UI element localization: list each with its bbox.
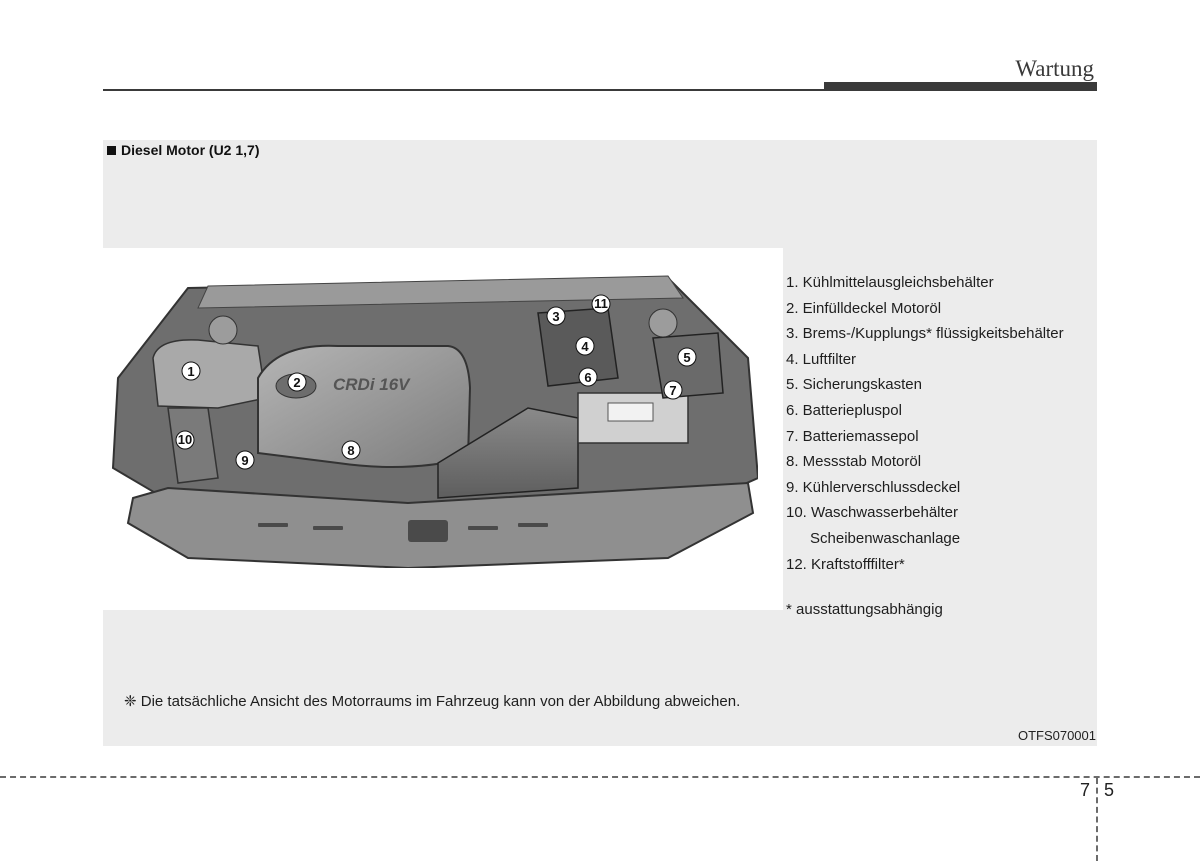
page-number-divider [1096,778,1098,861]
engine-cover [258,346,470,467]
legend-item-10-continuation: Scheibenwaschanlage [810,529,961,547]
footer-divider [0,776,1200,778]
page-number: 5 [1104,780,1115,800]
callout-8 [342,441,360,459]
legend-item-3: 3. Brems-/Kupplungs* flüssigkeitsbehälter [786,325,1064,343]
legend-item-7: 7. Batteriemassepol [786,427,919,445]
callout-4 [576,337,594,355]
callout-2 [288,373,306,391]
svg-text:6: 6 [584,370,592,385]
section-title [107,142,259,158]
legend-footnote: * ausstattungsabhängig [786,601,943,619]
legend-item-5: 5. Sicherungskasten [786,376,922,394]
image-code: OTFS070001 [1017,728,1096,743]
svg-text:5: 5 [683,350,691,365]
callout-3 [547,307,565,325]
page-header-title: Wartung [1015,56,1094,81]
callout-1 [182,362,200,380]
svg-text:11: 11 [594,296,608,311]
legend-item-4: 4. Luftfilter [786,350,857,368]
callout-9 [236,451,254,469]
svg-text:4: 4 [581,339,589,354]
chapter-number: 7 [1080,780,1091,800]
coolant-reservoir [153,340,266,408]
svg-text:1: 1 [187,364,195,379]
callout-10 [176,431,194,449]
callout-11 [592,295,610,313]
svg-text:10: 10 [177,432,193,447]
engine-bay-illustration [108,268,758,568]
svg-text:3: 3 [552,309,560,324]
component-legend [786,270,1064,623]
legend-item-12: 12. Kraftstofffilter* [786,555,905,573]
legend-item-9: 9. Kühlerverschlussdeckel [786,478,961,496]
svg-text:8: 8 [347,443,355,458]
legend-item-1: 1. Kühlmittelausgleichsbehälter [786,274,994,291]
illustration-note: ❈ Die tatsächliche Ansicht des Motorraums im Fahrzeug kann von der Abbildung abweichen. [124,693,741,710]
svg-text:2: 2 [293,375,301,390]
header-rule-accent [824,82,1097,90]
engine-cover-text: CRDi 16V [333,375,410,394]
legend-item-8: 8. Messstab Motoröl [786,453,922,471]
callout-5 [678,348,696,366]
callout-6 [579,368,597,386]
legend-item-10: 10. Waschwasserbehälter [786,504,959,522]
section-title-text: Diesel Motor (U2 1,7) [121,142,260,158]
square-bullet-icon [107,146,116,155]
callout-7 [664,381,682,399]
svg-text:7: 7 [669,383,677,398]
legend-item-6: 6. Batteriepluspol [786,401,902,419]
legend-item-2: 2. Einfülldeckel Motoröl [786,299,942,317]
svg-text:9: 9 [241,453,249,468]
